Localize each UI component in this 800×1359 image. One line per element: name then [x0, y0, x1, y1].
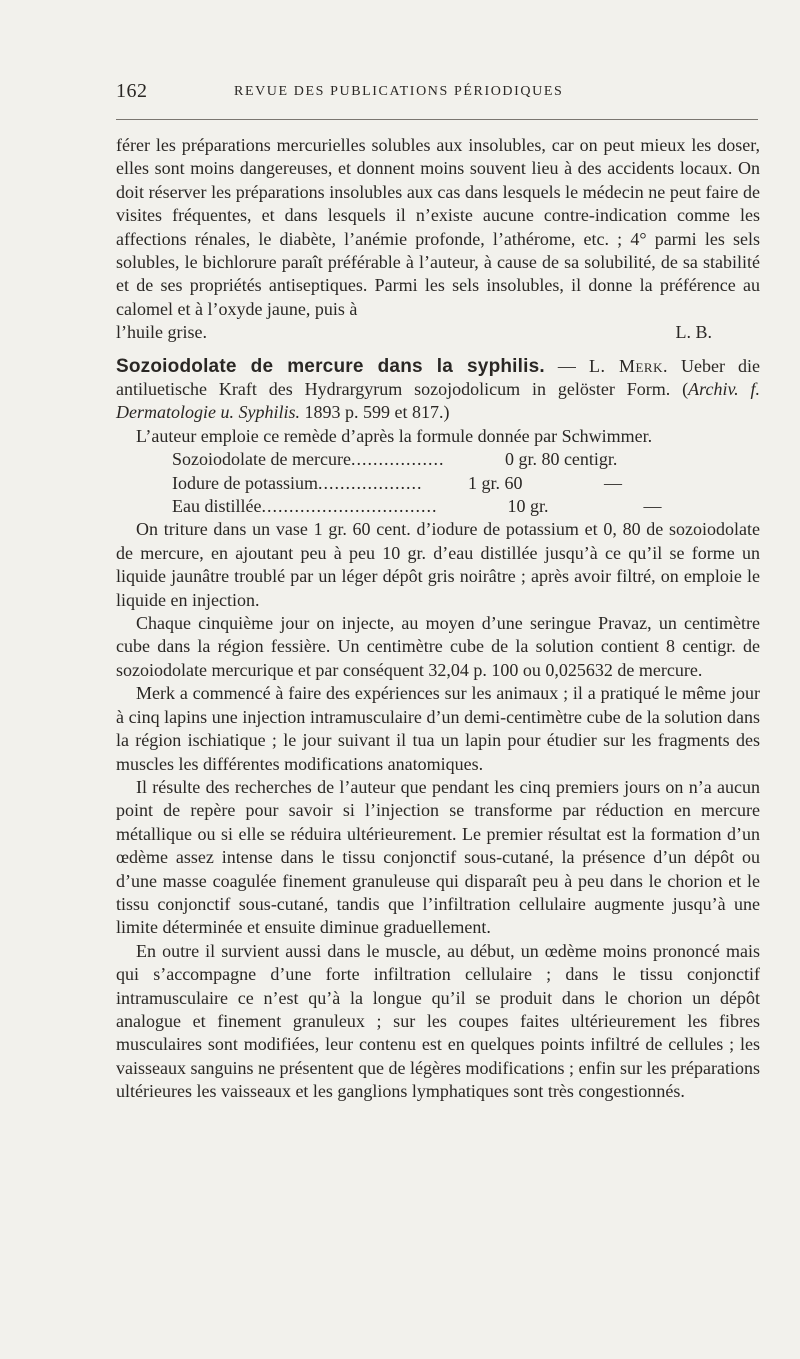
journal-name: Archiv. f. Dermatologie u. Syphilis. [116, 379, 760, 423]
body-text [116, 134, 760, 1104]
paragraph-dosage: Chaque cinquième jour on injecte, au moyen d’une seringue Pravaz, un centimètre cube dans la région fessière. Un centimètre cube de la solution contient 8 centigr. de sozoiodolate mercurique et par conséquent 32,04 p. 100 ou 0,025632 de mercure. [116, 613, 760, 680]
recipe-item [116, 472, 760, 495]
dot-leader: ................... [317, 472, 423, 493]
article-heading [116, 355, 760, 425]
dot-leader: ................. [350, 449, 445, 470]
recipe-item [116, 495, 760, 518]
recipe-list [116, 448, 760, 518]
intro-paragraph: férer les préparations mercurielles solubles aux insolubles, car on peut mieux les doser, elles sont moins dangereuses, et donnent moins souvent lieu à des accidents locaux. On doit réserver les préparations insolubles aux cas dans lesquels le médecin ne peut faire de visites fréquentes, et dans lesquels il n’existe aucune contre-indication comme les affections rénales, le diabète, l’anémie profonde, l’athérome, etc. ; 4° parmi les sels solubles, le bichlorure paraît préférable à l’auteur, à cause de sa solubilité, de sa stabilité et de ses propriétés antiseptiques. Parmi les sels insolubles, il donne la préférence au calomel et à l’oxyde jaune, puis à [116, 135, 760, 319]
recipe-intro: L’auteur emploie ce remède d’après la formule donnée par Schwimmer. [136, 425, 653, 446]
intro-last-line: l’huile grise. [116, 322, 207, 343]
intro-closing-line [116, 321, 760, 344]
citation-part-2: 1893 p. 599 et 817.) [299, 402, 450, 423]
article-title: Sozoiodolate de mercure dans la syphilis. [116, 355, 545, 377]
ingredient-name: Sozoiodolate de mercure [172, 449, 351, 470]
title-dash: — [544, 355, 589, 376]
recipe-item [116, 448, 760, 471]
reviewer-signature: L. B. [675, 322, 712, 343]
ditto-mark: — [643, 496, 662, 517]
paragraph-results: Il résulte des recherches de l’auteur que pendant les cinq premiers jours on n’a aucun point de repère pour savoir si l’injection se transforme par réduction en mercure métallique ou si elle se réduira ultérieurement. Le premier résultat est la formation d’un œdème assez intense dans le tissu conjonctif sous-cutané, la présence d’un dépôt ou d’une masse coagulée finement granuleuse qui disparaît peu à peu dans le chorion et le tissu conjonctif sous-cutané, tandis que l’infiltration cellulaire augmente jusqu’à une limite déterminée et ensuite diminue graduellement. [116, 776, 760, 938]
ingredient-quantity: 10 gr. [507, 496, 549, 517]
ingredient-quantity: 1 gr. 60 [467, 472, 523, 493]
running-title: REVUE DES PUBLICATIONS PÉRIODIQUES [234, 84, 564, 99]
paragraph-muscle-findings: En outre il survient aussi dans le muscle, au début, un œdème moins prononcé mais qui s’accompagne d’une forte infiltration cellulaire ; dans le tissu conjonctif intramusculaire ce n’est qu’à la longue qu’il se produit dans le chorion un dépôt analogue et finement granuleux ; sur les coupes faites ultérieurement les fibres musculaires sont modifiées, leur contenu est en quelques points infiltré de cellules ; les vaisseaux sanguins ne présentent que de légères modifications ; enfin sur les préparations ultérieures les vaisseaux et les ganglions lymphatiques sont très congestionnés. [116, 940, 760, 1102]
header-rule [116, 119, 758, 120]
article-author: L. Merk. [588, 355, 668, 376]
ingredient-name: Iodure de potassium [172, 472, 318, 493]
dot-leader: ................................ [261, 496, 438, 517]
ingredient-name: Eau distillée [172, 496, 262, 517]
page-header [116, 80, 760, 106]
paragraph-preparation: On triture dans un vase 1 gr. 60 cent. d’iodure de potassium et 0, 80 de sozoiodolate de mercure, en ajoutant peu à peu 10 gr. d’eau distillée jusqu’à ce qu’il se forme un liquide jaunâtre troublé par un léger dépôt gris noirâtre ; après avoir filtré, on emploie le liquide en injection. [116, 519, 760, 610]
citation-part-1: Ueber die antiluetische Kraft des Hydrargyrum sozojodolicum in gelöster Form. ( [116, 355, 761, 400]
page-number: 162 [116, 80, 148, 102]
ditto-mark: — [603, 472, 622, 493]
paragraph-experiments: Merk a commencé à faire des expériences sur les animaux ; il a pratiqué le même jour à cinq lapins une injection intramusculaire d’un demi-centimètre cube de la solution dans la région ischiatique ; le jour suivant il tua un lapin pour étudier sur les fragments des muscles les différentes modifications anatomiques. [116, 683, 760, 774]
ingredient-quantity: 0 gr. 80 centigr. [504, 449, 618, 470]
